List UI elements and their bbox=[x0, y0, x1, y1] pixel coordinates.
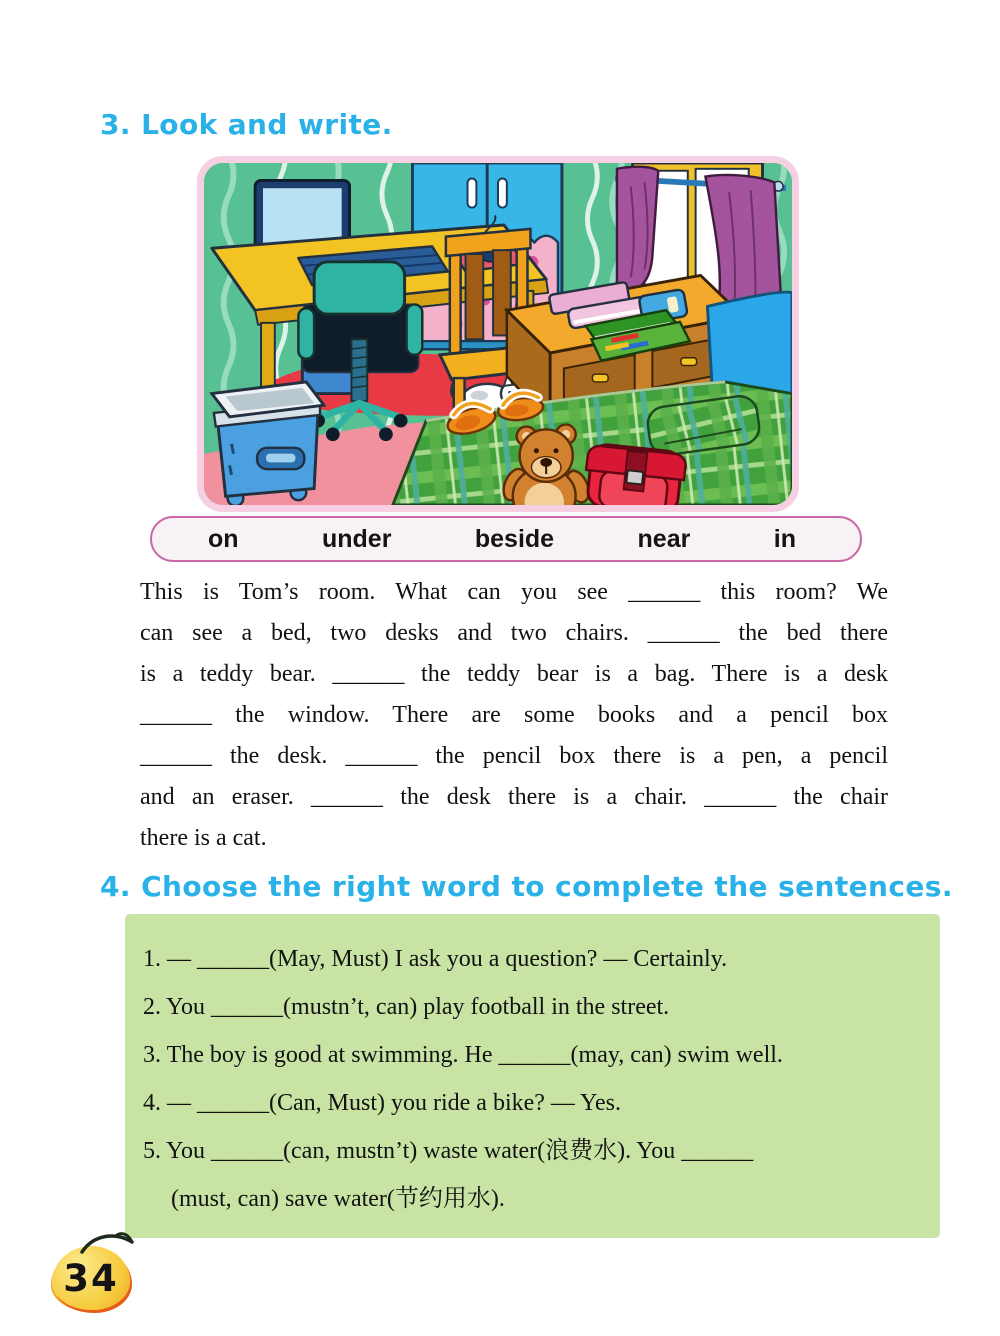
fill-in-passage bbox=[140, 572, 888, 859]
exercise4-box bbox=[125, 914, 940, 1238]
passage-line: This is Tom’s room. What can you see ______ this room? We bbox=[140, 579, 888, 605]
passage-line: there is a cat. bbox=[140, 825, 267, 851]
word-bank-word: under bbox=[321, 524, 392, 553]
word-bank-word: near bbox=[637, 524, 691, 553]
schoolbag bbox=[582, 443, 686, 505]
sentence: 1. — ______(May, Must) I ask you a question? — Certainly. bbox=[143, 946, 728, 972]
word-bank-word: on bbox=[208, 524, 239, 553]
passage-line: is a teddy bear. ______ the teddy bear is a bag. There is a desk bbox=[140, 661, 888, 687]
page-number-badge bbox=[52, 1246, 130, 1310]
room-illustration bbox=[204, 163, 792, 505]
word-bank-word: beside bbox=[474, 524, 555, 553]
sentence-continuation: (must, can) save water(节约用水). bbox=[171, 1186, 505, 1212]
sentence: 3. The boy is good at swimming. He ______(may, can) swim well. bbox=[143, 1042, 783, 1068]
passage-line: ______ the desk. ______ the pencil box there is a pen, a pencil bbox=[140, 743, 888, 769]
page-number: 34 bbox=[63, 1256, 119, 1300]
word-bank bbox=[150, 516, 862, 562]
passage-line: ______ the window. There are some books and a pencil box bbox=[140, 702, 888, 728]
exercise3-heading: 3. Look and write. bbox=[100, 108, 393, 141]
sentence: 2. You ______(mustn’t, can) play football in the street. bbox=[143, 994, 670, 1020]
room-illustration-frame bbox=[197, 156, 799, 512]
word-bank-word: in bbox=[773, 524, 796, 553]
sentence: 4. — ______(Can, Must) you ride a bike? — Yes. bbox=[143, 1090, 621, 1116]
exercise4-heading: 4. Choose the right word to complete the sentences. bbox=[100, 870, 953, 903]
badge-stem-icon bbox=[80, 1228, 136, 1254]
passage-line: can see a bed, two desks and two chairs. ______ the bed there bbox=[140, 620, 888, 646]
passage-line: and an eraser. ______ the desk there is a chair. ______ the chair bbox=[140, 784, 888, 810]
sentence: 5. You ______(can, mustn’t) waste water(浪费水). You ______ bbox=[143, 1138, 754, 1164]
storage-box bbox=[212, 382, 324, 505]
